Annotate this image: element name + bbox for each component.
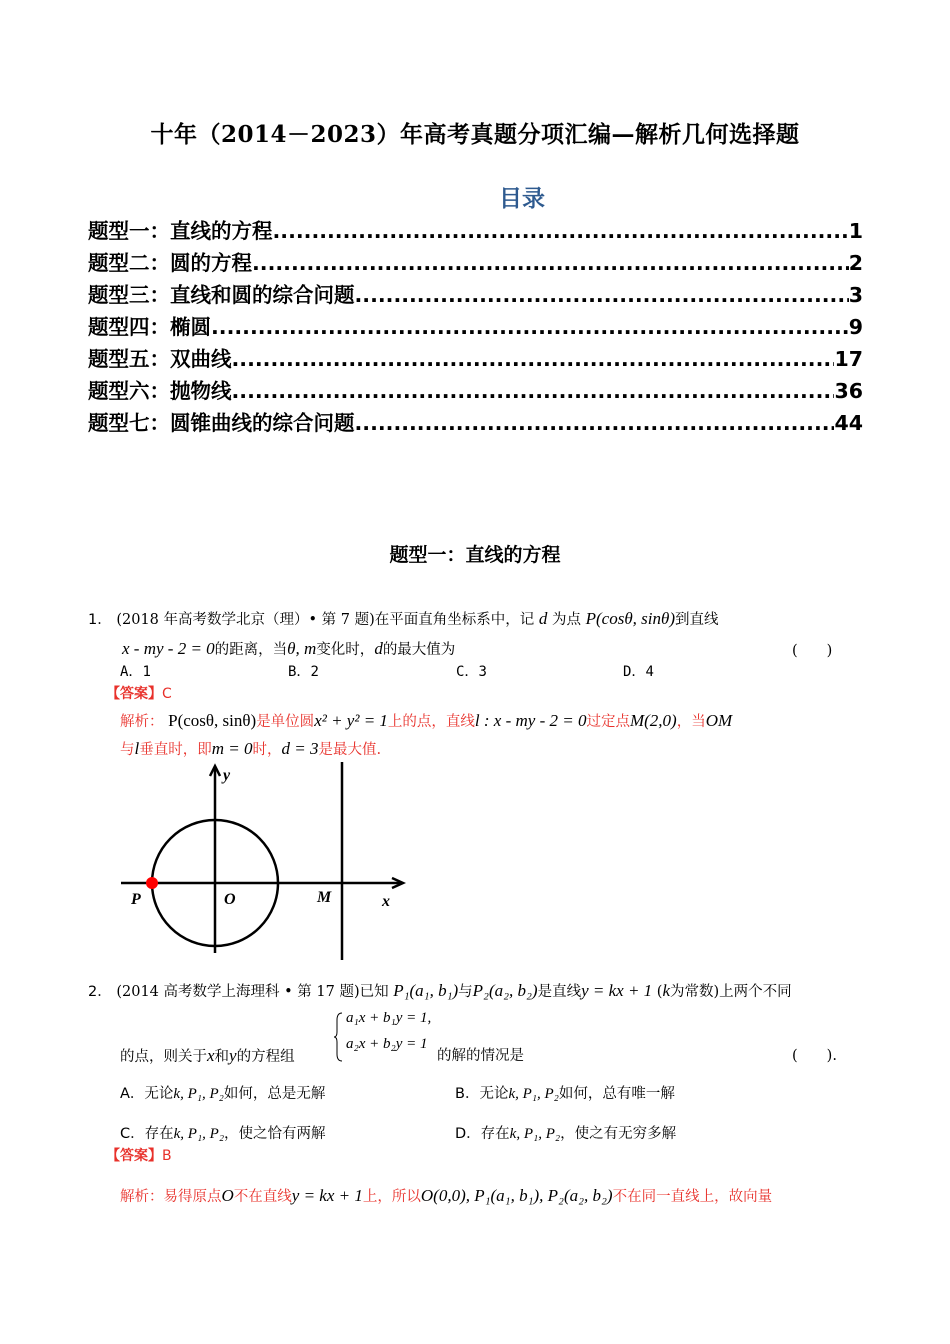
toc-entry[interactable]: 题型四：椭圆 ..... 9 [88, 310, 863, 342]
answer-tag: 【答案】 [106, 1148, 162, 1164]
option-c[interactable]: C．存在k, P₁, P₂，使之恰有两解 [120, 1126, 326, 1142]
question-1-line-2: x - my - 2 = 0的距离，当θ, m变化时，d的最大值为 [122, 639, 456, 658]
table-of-contents [88, 214, 863, 438]
answer-line [106, 1145, 172, 1165]
answer-line [106, 683, 172, 703]
toc-entry[interactable]: 题型三：直线和圆的综合问题 ..... 3 [88, 278, 863, 310]
analysis-line-2: 与l垂直时，即m = 0时，d = 3是最大值. [120, 739, 382, 758]
formula: x - my - 2 = 0 [122, 639, 215, 658]
toc-heading: 目录 [499, 185, 545, 212]
toc-entry[interactable]: 题型一：直线的方程 ..... 1 [88, 214, 863, 246]
unit-circle-diagram [112, 758, 412, 968]
toc-leader [232, 347, 835, 371]
analysis-line-1: 解析： P(cosθ, sinθ)是单位圆x² + y² = 1上的点，直线l : x - my - 2 = 0过定点M(2,0)，当OM [120, 711, 733, 730]
analysis-line-1: 解析：易得原点O不在直线y = kx + 1上，所以O(0,0), P₁(a₁, b₁), P₂(a₂, b₂)不在同一直线上，故向量 [120, 1186, 773, 1205]
answer-blank: ( ). [792, 1048, 837, 1064]
toc-entry[interactable]: 题型五：双曲线 ..... 17 [88, 342, 863, 374]
question-source: (2014 高考数学上海理科 • 第 17 题) [116, 984, 360, 1000]
m-label: M [317, 889, 332, 906]
option-a[interactable]: A．无论k, P₁, P₂如何，总是无解 [120, 1086, 326, 1102]
section-title: 题型一：直线的方程 [389, 544, 561, 566]
toc-page: 1 [848, 219, 863, 243]
formula: P₁(a₁, b₁) [393, 981, 459, 1000]
toc-page: 9 [848, 315, 863, 339]
question-number: 2． [88, 984, 112, 1000]
question-number: 1． [88, 612, 112, 628]
answer-blank: ( ) [792, 643, 833, 659]
question-source: (2018 年高考数学北京（理）• 第 7 题) [116, 612, 375, 628]
option-b[interactable]: B．无论k, P₁, P₂如何，总有唯一解 [455, 1086, 675, 1102]
option-d[interactable]: D．4 [623, 664, 654, 680]
brace-icon [334, 1012, 344, 1062]
toc-page: 3 [848, 283, 863, 307]
p-label: P [131, 891, 141, 908]
question-1-line-1: 1． (2018 年高考数学北京（理）• 第 7 题)在平面直角坐标系中，记 d 为点 P(cosθ, sinθ)到直线 [88, 609, 719, 628]
x-label: x [382, 893, 390, 910]
o-label: O [224, 891, 236, 908]
toc-entry[interactable]: 题型七：圆锥曲线的综合问题 ..... 44 [88, 406, 863, 438]
toc-page: 17 [834, 347, 863, 371]
option-a[interactable]: A．1 [120, 664, 151, 680]
option-b[interactable]: B．2 [288, 664, 319, 680]
answer-tag: 【答案】 [106, 686, 162, 702]
toc-page: 44 [834, 411, 863, 435]
toc-leader [252, 251, 849, 275]
toc-leader [355, 283, 849, 307]
question-2-line-1: 2． (2014 高考数学上海理科 • 第 17 题)已知 P₁(a₁, b₁)与P₂(a₂, b₂)是直线y = kx + 1 (k为常数)上两个不同 [88, 981, 792, 1000]
point-p-marker [146, 877, 158, 889]
formula: P(cosθ, sinθ) [585, 609, 676, 628]
toc-leader [355, 411, 835, 435]
question-2-line-2: 的点，则关于x和y的方程组 [120, 1046, 295, 1065]
formula: y = kx + 1 [581, 981, 653, 1000]
answer-value: C [162, 686, 172, 702]
document-title: 十年（2014－2023）年高考真题分项汇编—解析几何选择题 [150, 121, 800, 148]
toc-page: 36 [834, 379, 863, 403]
option-d[interactable]: D．存在k, P₁, P₂，使之有无穷多解 [455, 1126, 677, 1142]
answer-value: B [162, 1148, 172, 1164]
toc-leader [211, 315, 849, 339]
toc-page: 2 [848, 251, 863, 275]
toc-entry[interactable]: 题型六：抛物线 ..... 36 [88, 374, 863, 406]
toc-leader [232, 379, 835, 403]
y-label: y [223, 767, 231, 784]
toc-entry[interactable]: 题型二：圆的方程 ..... 2 [88, 246, 863, 278]
formula: P₂(a₂, b₂) [472, 981, 538, 1000]
option-c[interactable]: C．3 [456, 664, 487, 680]
toc-leader [273, 219, 849, 243]
